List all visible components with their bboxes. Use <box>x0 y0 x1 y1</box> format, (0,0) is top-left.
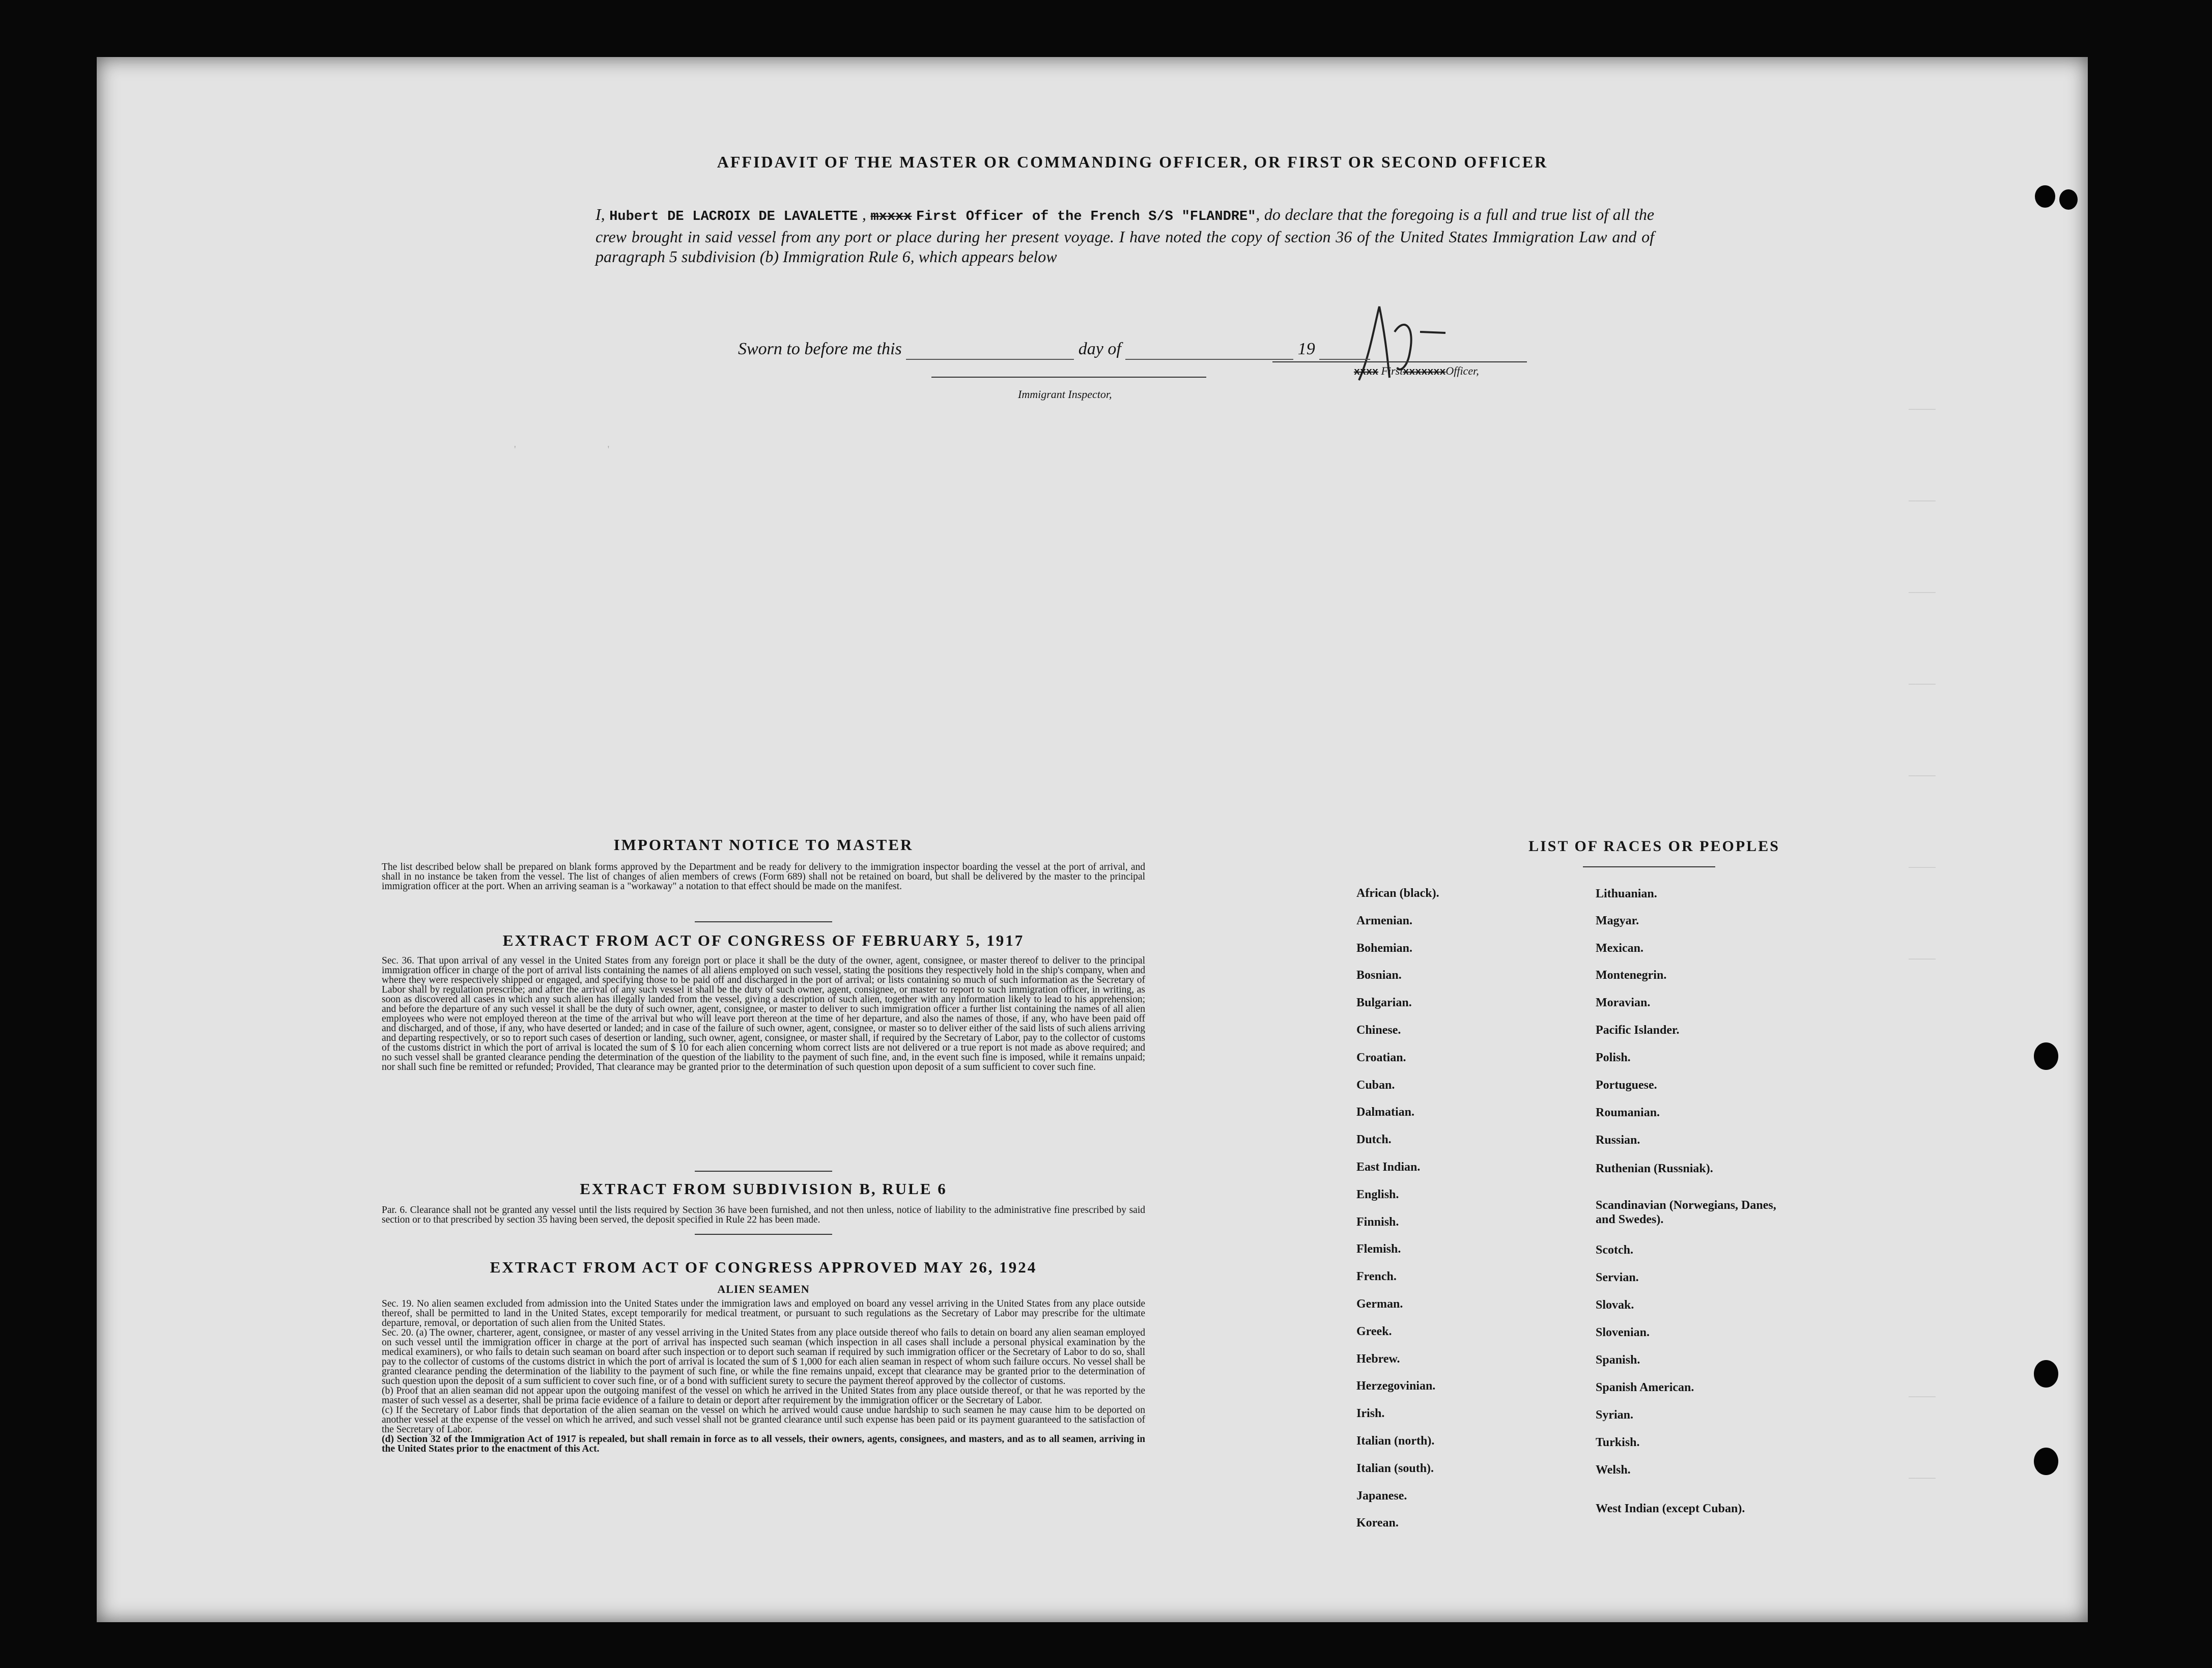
race-item: Irish. <box>1356 1407 1385 1421</box>
races-title: LIST OF RACES OR PEOPLES <box>1528 838 1780 855</box>
extract3-b: (b) Proof that an alien seaman did not appear upon the outgoing manifest of the vessel on which he arrived in the United States from any place outside thereof, or that he was reported by the master of such vessel as a deserter, shall be prima facie evidence of a failure to detain or deport after requirement by the immigration officer or the Secretary of Labor. <box>382 1386 1145 1406</box>
divider <box>695 921 832 922</box>
race-item: Mexican. <box>1596 942 1643 955</box>
race-item: Magyar. <box>1596 914 1639 927</box>
race-item: Scandinavian (Norwegians, Danes, and Swedes). <box>1596 1199 1776 1226</box>
affidavit-i: I, <box>595 205 605 223</box>
race-item: Pacific Islander. <box>1596 1024 1680 1037</box>
extract1-title: EXTRACT FROM ACT OF CONGRESS OF FEBRUARY 5, 1917 <box>502 931 1025 949</box>
race-item: Bulgarian. <box>1356 996 1412 1010</box>
race-item: Spanish. <box>1596 1353 1640 1367</box>
extract3-d: (d) Section 32 of the Immigration Act of 1917 is repealed, but shall remain in force as to all vessels, their owners, agents, consignees, and masters, and as to all seamen, arriving in the United States prior to the enactment of this Act. <box>382 1434 1145 1454</box>
notice-text: The list described below shall be prepared on blank forms approved by the Department and be ready for delivery to the immigration inspector boarding the vessel at the port of arrival, and shall in no instance be taken from the vessel. The list of changes of alien members of crews (Form 689) shall not be retained on board, but shall be delivered by the master to the principal immigration officer at the port. When an arriving seaman is a "workaway" a notation to that effect should be made on the manifest. <box>382 862 1145 892</box>
bleed-through-mark: ———— <box>1909 861 1936 874</box>
race-item: Montenegrin. <box>1596 969 1667 982</box>
bleed-through-mark: ———— <box>1909 586 1936 599</box>
race-item: Portuguese. <box>1596 1079 1657 1092</box>
race-item: Finnish. <box>1356 1215 1399 1229</box>
sig-first: First <box>1381 364 1403 377</box>
race-item: Greek. <box>1356 1324 1392 1338</box>
bleed-through-mark: ———— <box>1909 403 1936 416</box>
extract2-title: EXTRACT FROM SUBDIVISION B, RULE 6 <box>580 1180 947 1198</box>
punch-hole <box>2035 185 2055 208</box>
sig-officer: Officer, <box>1445 364 1479 377</box>
race-item: Korean. <box>1356 1516 1399 1530</box>
extract1-text: Sec. 36. That upon arrival of any vessel in the United States from any foreign port or place it shall be the duty of the owner, agent, consignee, or master thereof to deliver to the principal immigration officer in charge of the port of arrival lists containing the names of all aliens employed on such vessel, stating the positions they respectively hold in the ship's company, when and where they were respectively shipped or engaged, and specifying those to be paid off and discharged in the port of arrival; or lists containing so much of such information as the Secretary of Labor shall by regulation prescribe; and after the arrival of any such vessel it shall be the duty of such owner, agent, consignee, or master to report to such immigration officer, in writing, as soon as discovered all cases in which any such alien has illegally landed from the vessel, giving a description of such alien, together with any information likely to lead to his apprehension; and before the departure of any such vessel it shall be the duty of such owner, agent, consignee, or master to deliver to such immigration officer a further list containing the names of all alien employees who were not employed thereon at the time of the arrival but who will leave port thereon at the time of her departure, and also the names of those, if any, who have been paid off and discharged, and of those, if any, who have deserted or landed; and in case of the failure of such owner, agent, consignee, or master so to deliver either of the said lists of such aliens arriving and departing respectively, or so to report such cases of desertion or landing, such owner, agent, consignee, or master shall, if required by the Secretary of Labor, pay to the collector of customs of the customs district in which the port of arrival is located the sum of $ 10 for each alien concerning whom correct lists are not delivered or a true report is not made as above required; and no such vessel shall be granted clearance pending the determination of the question of the liability to the payment of such fine, and, in the event such fine is imposed, while it remains unpaid; nor shall such fine be remitted or refunded; Provided, That clearance may be granted prior to the determination of such question upon deposit of a sum sufficient to cover such fine. <box>382 955 1145 1072</box>
year-text: 19 <box>1297 340 1315 358</box>
sworn-line <box>738 340 1370 360</box>
race-item: Spanish American. <box>1596 1381 1694 1394</box>
affidavit-comma: , <box>862 205 866 223</box>
signature-caption <box>1354 364 1479 378</box>
race-item: German. <box>1356 1297 1403 1311</box>
struck-text: mxxxx <box>870 209 912 224</box>
bleed-through-mark: ———— <box>1909 1391 1936 1403</box>
race-item: Dutch. <box>1356 1133 1392 1147</box>
extract3-sec19: Sec. 19. No alien seamen excluded from admission into the United States under the immigration laws and employed on board any vessel arriving in the United States from any place outside thereof, shall be permitted to land in the United States, except temporarily for medical treatment, or pursuant to such regulations as the Secretary of Labor may prescribe for the ultimate departure, removal, or deportation of such alien from the United States. <box>382 1298 1145 1328</box>
signature-line <box>1272 361 1527 362</box>
inspector-caption: Immigrant Inspector, <box>1018 388 1112 401</box>
officer-name: Hubert DE LACROIX DE LAVALETTE <box>609 209 858 224</box>
race-item: Cuban. <box>1356 1078 1395 1092</box>
race-item: Ruthenian (Russniak). <box>1596 1162 1713 1175</box>
race-item: West Indian (except Cuban). <box>1596 1502 1745 1515</box>
extract3-sec20: Sec. 20. (a) The owner, charterer, agent, consignee, or master of any vessel arriving in the United States from any place outside thereof who fails to detain on board any alien seaman employed on such vessel until the immigration officer in charge at the port of arrival has inspected such seaman (which inspection in all cases shall include a personal physical examination by the medical examiners), or who fails to detain such seaman on board after such inspection or to deport such seaman if required by such immigration officer or the Secretary of Labor to do so, shall pay to the collector of customs of the customs district in which the port of arrival is located the sum of $ 1,000 for each alien seaman in respect of whom such failure occurs. No vessel shall be granted clearance pending the determination of the liability to the payment of such fine, or while the fine remains unpaid, except that clearance may be granted prior to the determination of such question upon the deposit of a sum sufficient to cover such fine, or of a bond with sufficient surety to secure the payment thereof approved by the collector of customs. <box>382 1327 1145 1387</box>
race-item: Armenian. <box>1356 914 1412 927</box>
sworn-blank <box>906 340 1074 360</box>
race-item: Bohemian. <box>1356 941 1413 955</box>
race-item: English. <box>1356 1188 1399 1201</box>
race-item: Dalmatian. <box>1356 1106 1414 1119</box>
extract3-c: (c) If the Secretary of Labor finds that deportation of the alien seaman on the vessel on which he arrived would cause undue hardship to such seamen he may cause him to be deported on another vessel at the expense of the vessel on which he arrived, and such vessel shall not be granted clearance until such expense has been paid or its payment guaranteed to the satisfaction of the Secretary of Labor. <box>382 1405 1145 1435</box>
race-item: African (black). <box>1356 887 1439 900</box>
race-item: Italian (north). <box>1356 1434 1435 1448</box>
affidavit-title: AFFIDAVIT OF THE MASTER OR COMMANDING OFFICER, OR FIRST OR SECOND OFFICER <box>717 153 1548 171</box>
race-item: Italian (south). <box>1356 1461 1434 1475</box>
day-of-text: day of <box>1078 340 1121 358</box>
bleed-through-mark: ———— <box>1909 1472 1936 1485</box>
sworn-text: Sworn to before me this <box>738 340 902 358</box>
affidavit-declaration <box>595 205 1654 267</box>
inspector-line <box>931 377 1206 378</box>
race-item: Bosnian. <box>1356 969 1402 982</box>
year-blank <box>1319 340 1370 360</box>
race-item: Lithuanian. <box>1596 887 1657 900</box>
race-item: Slovak. <box>1596 1298 1634 1312</box>
extract3-subtitle: ALIEN SEAMEN <box>717 1283 810 1295</box>
sig-struck-1: xxxx <box>1354 366 1379 378</box>
race-item: Japanese. <box>1356 1489 1407 1503</box>
do-declare: , do declare <box>1256 205 1334 223</box>
punch-hole <box>2034 1360 2058 1388</box>
races-divider <box>1583 866 1715 867</box>
race-item: Chinese. <box>1356 1024 1401 1037</box>
punch-hole <box>2034 1448 2058 1475</box>
race-item: Herzegovinian. <box>1356 1379 1436 1393</box>
race-item: Scotch. <box>1596 1243 1633 1257</box>
divider <box>695 1171 832 1172</box>
extract3-title: EXTRACT FROM ACT OF CONGRESS APPROVED MAY 26, 1924 <box>490 1258 1037 1276</box>
punch-hole <box>2059 189 2078 210</box>
race-item: Polish. <box>1596 1051 1631 1064</box>
race-item: French. <box>1356 1270 1397 1284</box>
extract3-body <box>382 1299 1145 1454</box>
day-blank <box>1125 340 1293 360</box>
officer-rank: First Officer of the French S/S "FLANDRE" <box>916 209 1256 224</box>
extract2-text: Par. 6. Clearance shall not be granted any vessel until the lists required by Section 36 have been furnished, and not then unless, notice of liability to the administrative fine prescribed by said section or to that prescribed by section 35 having been served, the deposit specified in Rule 22 has been made. <box>382 1205 1145 1225</box>
race-item: Flemish. <box>1356 1242 1401 1256</box>
race-item: Servian. <box>1596 1271 1639 1284</box>
race-item: Turkish. <box>1596 1436 1640 1449</box>
race-item: Russian. <box>1596 1134 1640 1147</box>
faint-mark: ' ' <box>514 444 610 455</box>
bleed-through-mark: ———— <box>1909 953 1936 966</box>
race-item: Croatian. <box>1356 1051 1406 1064</box>
race-item: Syrian. <box>1596 1408 1634 1422</box>
race-item: Welsh. <box>1596 1463 1631 1477</box>
race-item: Roumanian. <box>1596 1106 1660 1119</box>
divider <box>695 1234 832 1235</box>
document-page <box>97 57 2088 1622</box>
bleed-through-mark: ———— <box>1909 678 1936 691</box>
bleed-through-mark: ———— <box>1909 770 1936 782</box>
race-item: Hebrew. <box>1356 1352 1400 1366</box>
race-item: Moravian. <box>1596 996 1651 1009</box>
bleed-through-mark: ———— <box>1909 495 1936 507</box>
sig-struck-2: xxxxxxx <box>1403 366 1446 378</box>
declaration-body: that the foregoing is a full and true list of all the crew brought in said vessel from any port or place during her present voyage. I have noted the copy of section 36 of the United States Immigration Law and of paragraph 5 subdivision (b) Immigration Rule 6, which appears below <box>595 205 1655 266</box>
punch-hole <box>2034 1042 2058 1070</box>
race-item: Slovenian. <box>1596 1326 1650 1339</box>
notice-title: IMPORTANT NOTICE TO MASTER <box>613 836 914 854</box>
race-item: East Indian. <box>1356 1161 1421 1174</box>
